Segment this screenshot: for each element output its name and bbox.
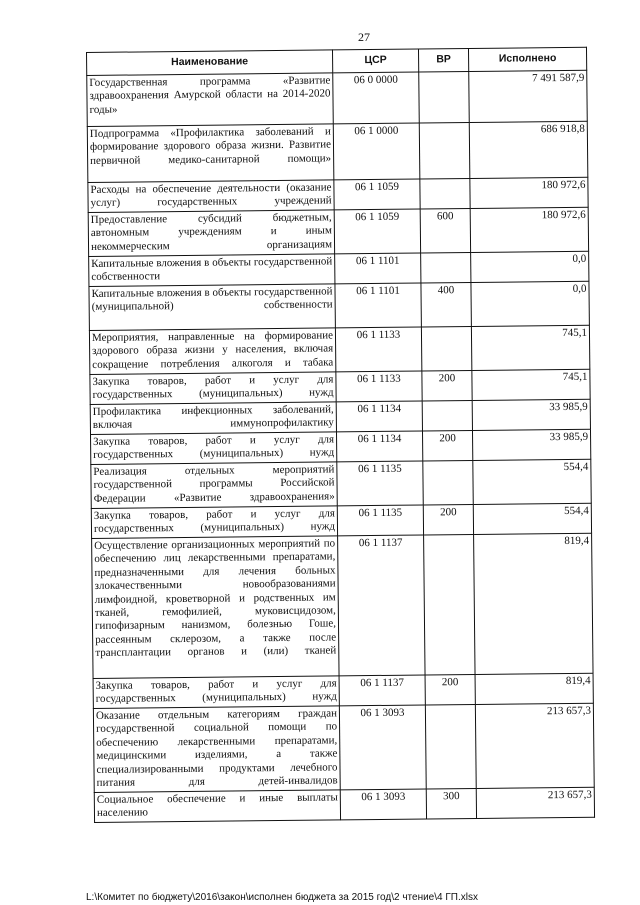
row-csr-cell: 06 1 1137: [339, 675, 425, 706]
row-csr-cell: 06 1 0000: [333, 123, 420, 180]
row-amount-cell: 180 972,6: [470, 207, 588, 252]
row-name-cell: Закупка товаров, работ и услуг для государственных (муниципальных) нужд: [93, 676, 339, 709]
row-amount-cell: 213 657,3: [476, 787, 594, 818]
header-vr: ВР: [418, 48, 468, 72]
row-amount-cell: 819,4: [475, 673, 593, 704]
row-amount-cell: 554,4: [473, 459, 591, 504]
row-amount-cell: 0,0: [471, 251, 589, 282]
row-amount-cell: 819,4: [474, 533, 593, 674]
row-vr-cell: 300: [426, 788, 476, 819]
row-vr-cell: [424, 534, 475, 675]
row-csr-cell: 06 1 1134: [336, 431, 422, 462]
row-amount-cell: 33 985,9: [472, 399, 590, 430]
table-row: [94, 787, 594, 822]
page-number: 27: [358, 30, 370, 44]
row-name-cell: Осуществление организационных мероприятий по обеспечению лиц лекарственными препаратами, предназначенными для лечения больных злокачественными новообразованиями лимфоидной, кроветворной и родственных им тканей, гемофилией, муковисцидозом, гипофизарным нанизмом, болезнью Гоше, рассеянным склерозом, а также после трансплантации органов и (или) тканей: [92, 536, 339, 679]
row-csr-cell: 06 1 1135: [337, 461, 423, 506]
budget-execution-table: [86, 47, 595, 823]
row-csr-cell: 06 1 1133: [335, 327, 421, 372]
row-amount-cell: 554,4: [473, 503, 591, 534]
table-row: [92, 533, 593, 678]
header-name: Наименование: [87, 50, 333, 76]
row-name-cell: Закупка товаров, работ и услуг для государственных (муниципальных) нужд: [90, 372, 336, 405]
row-name-cell: Профилактика инфекционных заболеваний, включая иммунопрофилактику: [90, 402, 336, 435]
row-csr-cell: 06 0 0000: [333, 72, 420, 124]
row-vr-cell: 200: [423, 504, 473, 535]
row-name-cell: Капитальные вложения в объекты государственной (муниципальной) собственности: [89, 284, 335, 331]
table-row: [89, 325, 589, 374]
row-amount-cell: 745,1: [471, 325, 589, 370]
row-amount-cell: 180 972,6: [470, 177, 588, 208]
row-name-cell: Подпрограмма «Профилактика заболеваний и формирование здорового образа жизни. Развитие первичной медико-санитарной помощи»: [87, 124, 334, 183]
row-vr-cell: 200: [422, 370, 472, 401]
row-csr-cell: 06 1 1134: [336, 401, 422, 432]
row-vr-cell: 600: [420, 208, 470, 253]
header-amount: Исполнено: [468, 47, 586, 71]
row-vr-cell: [419, 122, 470, 179]
table-row: [87, 121, 588, 182]
row-vr-cell: [420, 178, 470, 209]
row-csr-cell: 06 1 1059: [334, 209, 420, 254]
row-csr-cell: 06 1 1101: [335, 283, 421, 328]
row-name-cell: Мероприятия, направленные на формирование здорового образа жизни у населения, включая сокращение потребления алкоголя и табака: [89, 328, 335, 375]
row-name-cell: Закупка товаров, работ и услуг для государственных (муниципальных) нужд: [91, 432, 337, 465]
row-amount-cell: 686 918,8: [469, 121, 588, 178]
row-name-cell: Реализация отдельных мероприятий государственной программы Российской Федерации «Развитие здравоохранения»: [91, 462, 337, 509]
row-name-cell: Оказание отдельным категориям граждан государственной социальной помощи по обеспечению лекарственными препаратами, медицинскими изделиями, а также специализированными продуктами лечебного питания для детей-инвалидов: [93, 706, 340, 793]
row-amount-cell: 745,1: [472, 369, 590, 400]
table-row: [91, 459, 591, 508]
row-csr-cell: 06 1 3093: [340, 789, 426, 820]
table-row: [93, 703, 594, 792]
row-vr-cell: 200: [422, 430, 472, 461]
row-vr-cell: 200: [425, 674, 475, 705]
row-vr-cell: [422, 400, 472, 431]
row-csr-cell: 06 1 3093: [339, 705, 426, 790]
header-csr: ЦСР: [332, 49, 418, 73]
row-vr-cell: [425, 704, 476, 789]
row-vr-cell: [421, 326, 471, 371]
row-amount-cell: 213 657,3: [475, 703, 594, 788]
row-vr-cell: [423, 460, 473, 505]
table-body: [87, 70, 595, 822]
table-row: [87, 70, 588, 126]
table-row: [89, 281, 589, 330]
row-vr-cell: 400: [421, 282, 471, 327]
row-name-cell: Расходы на обеспечение деятельности (оказание услуг) государственных учреждений: [88, 180, 334, 213]
row-amount-cell: 7 491 587,9: [469, 70, 588, 122]
row-name-cell: Капитальные вложения в объекты государственной собственности: [89, 254, 335, 287]
row-amount-cell: 0,0: [471, 281, 589, 326]
row-name-cell: Социальное обеспечение и иные выплаты населению: [94, 790, 340, 823]
row-csr-cell: 06 1 1137: [338, 535, 425, 676]
row-csr-cell: 06 1 1101: [335, 253, 421, 284]
row-vr-cell: [419, 71, 470, 123]
row-csr-cell: 06 1 1135: [337, 505, 423, 536]
file-path-footer: L:\Комитет по бюджету\2016\закон\исполнен бюджета за 2015 год\2 чтение\4 ГП.xlsx: [86, 892, 478, 903]
row-csr-cell: 06 1 1133: [336, 371, 422, 402]
row-name-cell: Предоставление субсидий бюджетным, автономным учреждениям и иным некоммерческим организациям: [88, 210, 334, 257]
row-amount-cell: 33 985,9: [472, 429, 590, 460]
table-row: [88, 207, 588, 256]
row-vr-cell: [421, 252, 471, 283]
row-name-cell: Государственная программа «Развитие здравоохранения Амурской области на 2014-2020 годы»: [87, 73, 334, 127]
row-csr-cell: 06 1 1059: [334, 179, 420, 210]
row-name-cell: Закупка товаров, работ и услуг для государственных (муниципальных) нужд: [91, 506, 337, 539]
